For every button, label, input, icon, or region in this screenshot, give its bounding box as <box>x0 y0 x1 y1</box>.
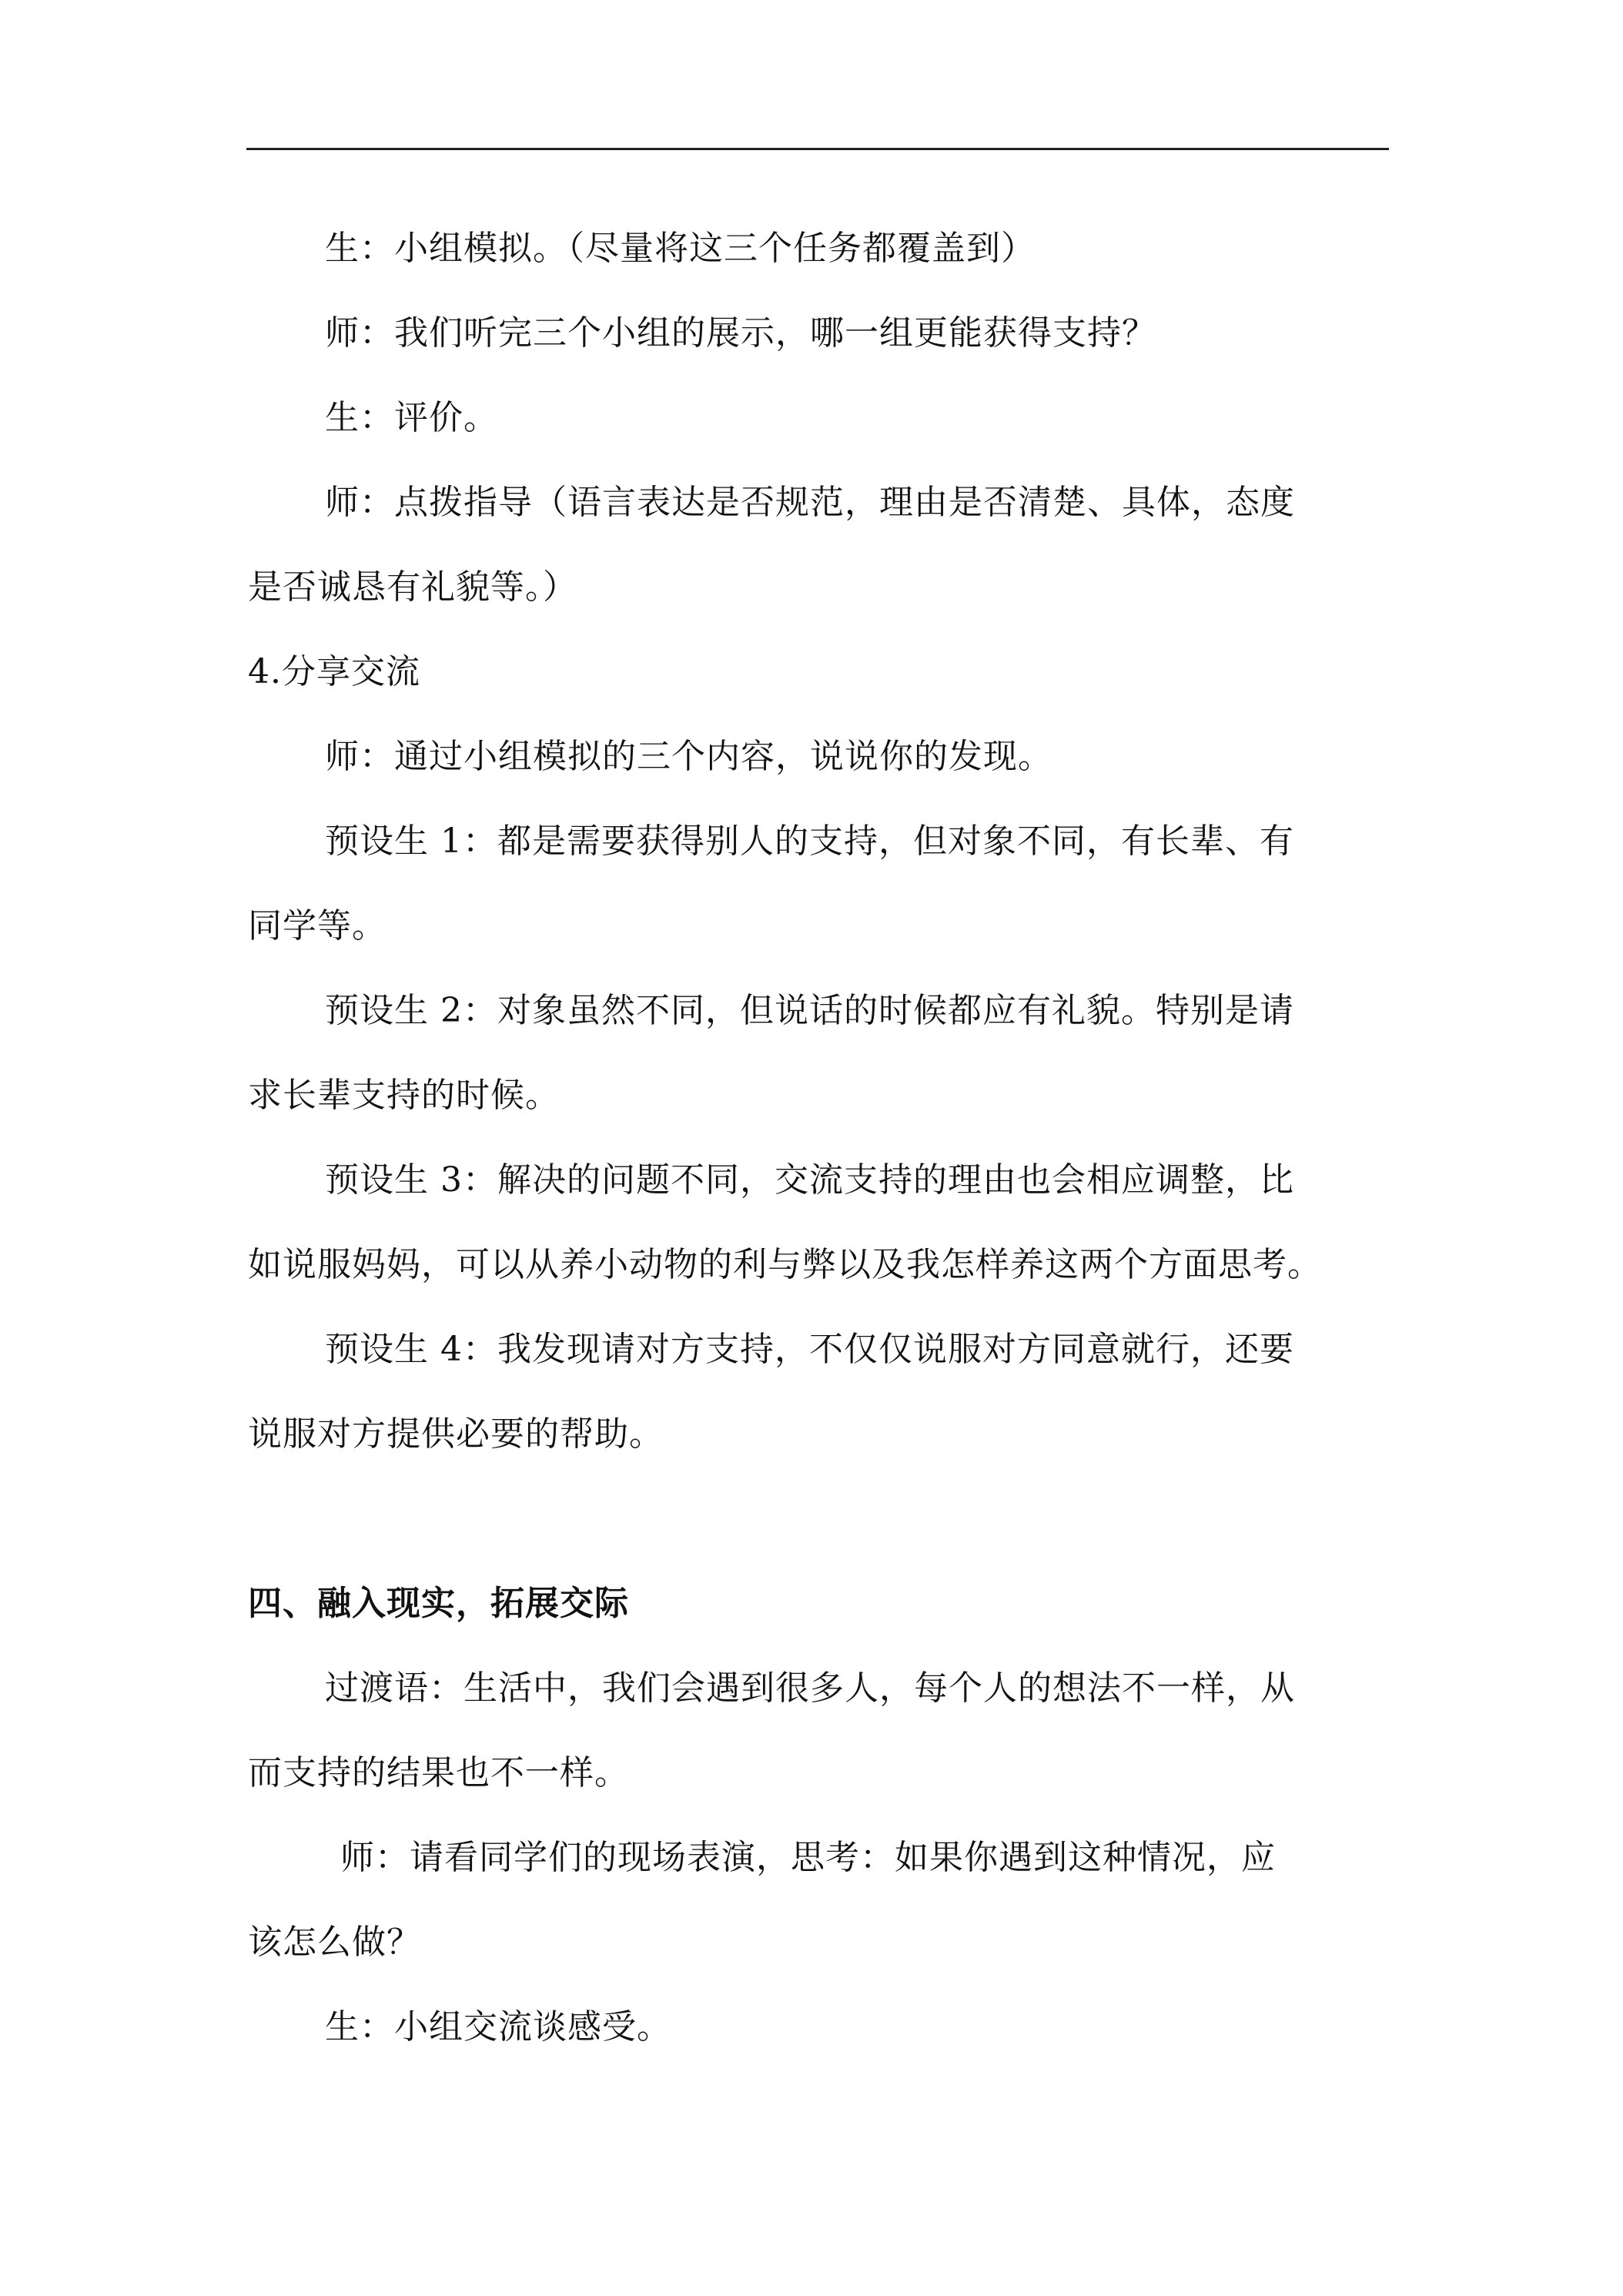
paragraph-teacher-findings: 师：通过小组模拟的三个内容，说说你的发现。 <box>325 737 1052 776</box>
paragraph-line: 预设生 3：解决的问题不同，交流支持的理由也会相应调整，比 <box>325 1160 1294 1200</box>
paragraph-teacher-performance <box>248 1816 1395 1985</box>
paragraph-transition <box>248 1646 1395 1816</box>
subsection-title-share: 4.分享交流 <box>248 652 420 691</box>
paragraph-line: 师：请看同学们的现场表演，思考：如果你遇到这种情况，应 <box>340 1838 1276 1877</box>
paragraph-line: 预设生 1：都是需要获得别人的支持，但对象不同，有长辈、有 <box>325 822 1294 861</box>
paragraph-line: 过渡语：生活中，我们会遇到很多人，每个人的想法不一样，从 <box>325 1668 1295 1708</box>
document-body <box>248 206 1395 2070</box>
section-heading: 四、融入现实，拓展交际 <box>248 1584 629 1623</box>
paragraph-teacher-question: 师：我们听完三个小组的展示，哪一组更能获得支持？ <box>325 313 1156 353</box>
paragraph-line: 预设生 2：对象虽然不同，但说话的时候都应有礼貌。特别是请 <box>325 991 1294 1030</box>
paragraph-line: 说服对方提供必要的帮助。 <box>248 1414 664 1454</box>
header-rule <box>246 148 1389 150</box>
paragraph-teacher-guidance <box>248 460 1395 630</box>
paragraph-preset-2 <box>248 969 1395 1138</box>
section-spacer <box>248 1477 1395 1561</box>
paragraph-preset-4 <box>248 1307 1395 1477</box>
paragraph-line: 如说服妈妈，可以从养小动物的利与弊以及我怎样养这两个方面思考。 <box>248 1245 1322 1284</box>
paragraph-line: 预设生 4：我发现请对方支持，不仅仅说服对方同意就行，还要 <box>325 1330 1294 1369</box>
paragraph-line: 是否诚恳有礼貌等。） <box>248 567 577 607</box>
paragraph-line: 求长辈支持的时候。 <box>248 1076 560 1115</box>
paragraph-line: 同学等。 <box>248 906 387 946</box>
paragraph-student-discussion: 生：小组交流谈感受。 <box>325 2007 671 2047</box>
paragraph-student-simulation: 生：小组模拟。（尽量将这三个任务都覆盖到） <box>325 229 1036 268</box>
paragraph-line: 师：点拨指导（语言表达是否规范，理由是否清楚、具体，态度 <box>325 483 1295 522</box>
paragraph-preset-3 <box>248 1138 1395 1307</box>
paragraph-student-evaluate: 生：评价。 <box>325 398 498 437</box>
paragraph-line: 该怎么做？ <box>248 1923 421 1962</box>
paragraph-preset-1 <box>248 799 1395 969</box>
paragraph-line: 而支持的结果也不一样。 <box>248 1753 629 1792</box>
